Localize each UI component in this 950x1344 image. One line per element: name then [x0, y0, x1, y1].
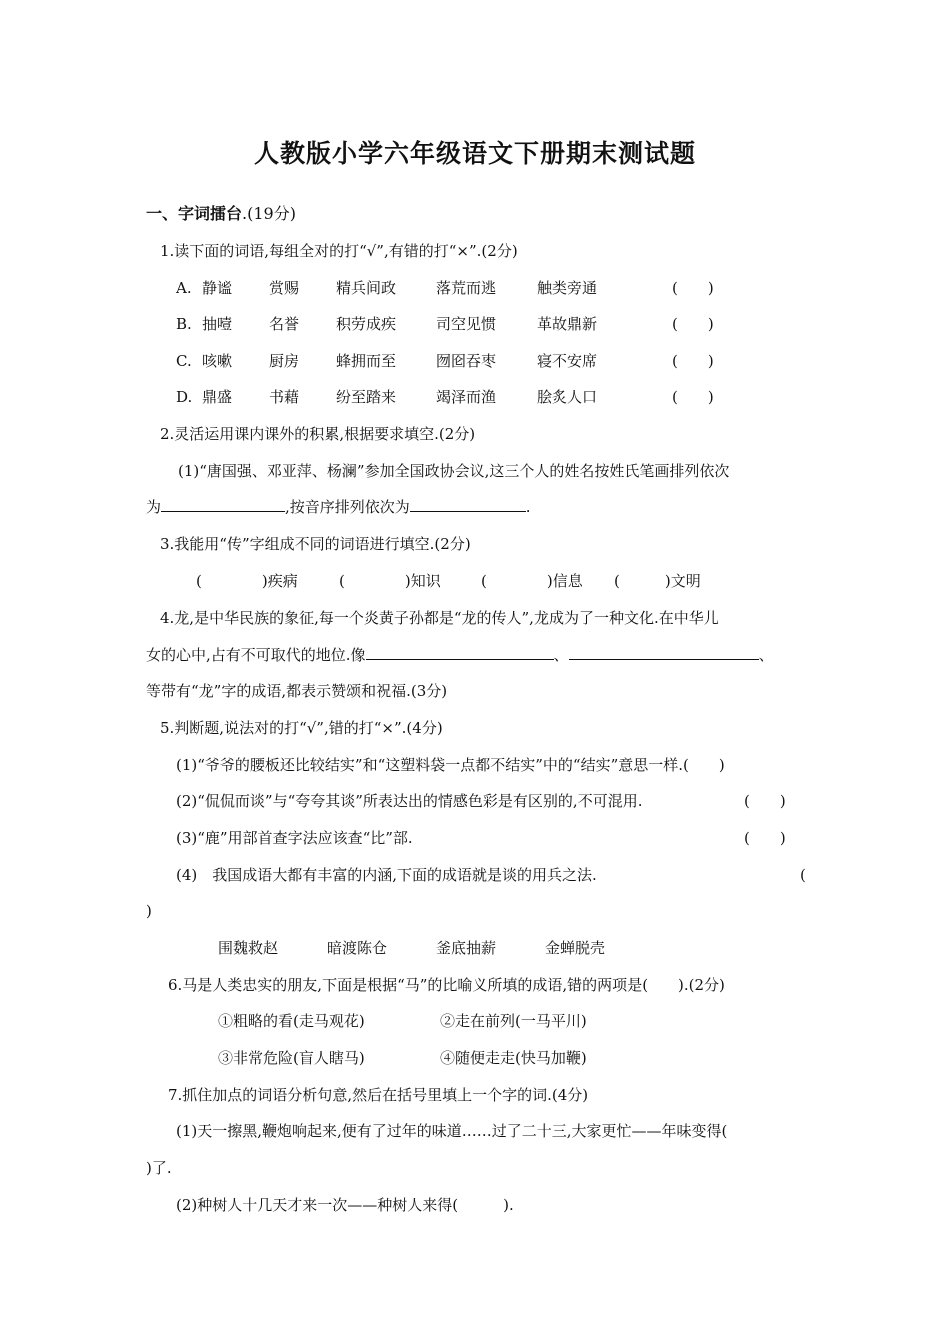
page-title: 人教版小学六年级语文下册期末测试题: [253, 139, 696, 168]
q1-word: 触类旁通: [537, 279, 598, 297]
q7-item1-line2: )了.: [146, 1159, 172, 1177]
q1-word: 蜂拥而至: [336, 352, 397, 370]
q5-idiom: 金蝉脱壳: [545, 939, 606, 957]
q1-word: 脍炙人口: [537, 388, 598, 406]
q1-row-label: A.: [176, 279, 192, 297]
answer-paren: ( ): [744, 829, 786, 847]
answer-paren: ( ): [672, 352, 714, 370]
q3-item: ( )文明: [614, 572, 701, 590]
q3-item: ( )信息: [481, 572, 583, 590]
answer-paren: ( ): [683, 756, 725, 774]
section-heading-text: 一、字词擂台: [146, 204, 243, 223]
answer-paren: (: [800, 866, 806, 884]
q2-line2: [146, 497, 531, 517]
answer-paren: ( ): [744, 792, 786, 810]
q4-line2: [146, 645, 774, 665]
q7-item1-line1: (1)天一擦黑,鞭炮响起来,便有了过年的味道……过了二十三,大家更忙——年味变得(: [176, 1122, 728, 1140]
q3-item: ( )疾病: [196, 572, 298, 590]
q1-word: 革故鼎新: [537, 315, 598, 333]
q5-idiom: 釜底抽薪: [436, 939, 497, 957]
q5-item-text: (2)“侃侃而谈”与“夸夸其谈”所表达出的情感色彩是有区别的,不可混用.: [176, 792, 643, 810]
q1-word: 静谧: [202, 279, 233, 297]
q5-idiom: 围魏救赵: [218, 939, 279, 957]
q1-word: 咳嗽: [202, 352, 233, 370]
q4-text: 女的心中,占有不可取代的地位.像: [146, 646, 366, 664]
q5-idiom: 暗渡陈仓: [327, 939, 388, 957]
q2-line1: (1)“唐国强、邓亚萍、杨澜”参加全国政协会议,这三个人的姓名按姓氏笔画排列依次: [178, 462, 730, 480]
answer-paren: ( ): [672, 388, 714, 406]
q1-row-label: B.: [176, 315, 192, 333]
answer-blank[interactable]: [410, 497, 526, 512]
q5-item-text: (4) 我国成语大都有丰富的内涵,下面的成语就是谈的用兵之法.: [176, 866, 597, 884]
q1-word: 书藉: [269, 388, 300, 406]
answer-paren: ( ): [672, 315, 714, 333]
q1-word: 囫囵吞枣: [436, 352, 497, 370]
q2-stem: 2.灵活运用课内课外的积累,根据要求填空.(2分): [160, 425, 476, 443]
answer-paren-close: ): [146, 902, 152, 920]
q5-item-text: (3)“鹿”用部首查字法应该查“比”部.: [176, 829, 413, 847]
q6-option: ②走在前列(一马平川): [440, 1012, 587, 1030]
q1-word: 赏赐: [269, 279, 300, 297]
q4-sep: 、: [758, 646, 774, 664]
answer-blank[interactable]: [161, 497, 285, 512]
q6-option: ①粗略的看(走马观花): [218, 1012, 365, 1030]
q1-stem: 1.读下面的词语,每组全对的打“√”,有错的打“×”.(2分): [160, 242, 518, 260]
q1-word: 寝不安席: [537, 352, 598, 370]
q6-option: ④随便走走(快马加鞭): [440, 1049, 587, 1067]
answer-blank[interactable]: [366, 645, 554, 660]
q1-word: 积劳成疾: [336, 315, 397, 333]
section-score: .(19分): [242, 204, 296, 223]
q2-text: .: [525, 498, 531, 516]
q2-text: ,按音序排列依次为: [285, 498, 410, 516]
q1-row-label: C.: [176, 352, 192, 370]
q4-line3: 等带有“龙”字的成语,都表示赞颂和祝福.(3分): [146, 682, 448, 700]
q1-word: 鼎盛: [202, 388, 233, 406]
section-heading: [146, 204, 296, 224]
q1-word: 抽噎: [202, 315, 233, 333]
q1-word: 厨房: [269, 352, 300, 370]
q7-stem: 7.抓住加点的词语分析句意,然后在括号里填上一个字的词.(4分): [168, 1086, 589, 1104]
answer-blank[interactable]: [569, 645, 759, 660]
answer-paren: ( ): [672, 279, 714, 297]
q1-word: 落荒而逃: [436, 279, 497, 297]
q4-line1: 4.龙,是中华民族的象征,每一个炎黄子孙都是“龙的传人”,龙成为了一种文化.在中华儿: [160, 609, 719, 627]
q7-item2: (2)种树人十几天才来一次——种树人来得( ).: [176, 1196, 514, 1214]
q1-word: 纷至踏来: [336, 388, 397, 406]
q6-stem: 6.马是人类忠实的朋友,下面是根据“马”的比喻义所填的成语,错的两项是( ).(2分): [168, 976, 725, 994]
q3-item: ( )知识: [339, 572, 441, 590]
q5-stem: 5.判断题,说法对的打“√”,错的打“×”.(4分): [160, 719, 443, 737]
q1-word: 竭泽而渔: [436, 388, 497, 406]
q1-word: 精兵间政: [336, 279, 397, 297]
q3-stem: 3.我能用“传”字组成不同的词语进行填空.(2分): [160, 535, 471, 553]
q1-word: 司空见惯: [436, 315, 497, 333]
q6-option: ③非常危险(盲人瞎马): [218, 1049, 365, 1067]
q1-word: 名誉: [269, 315, 300, 333]
q5-item: [176, 755, 725, 775]
q2-text: 为: [146, 498, 162, 516]
q1-row-label: D.: [176, 388, 193, 406]
q5-item-text: (1)“爷爷的腰板还比较结实”和“这塑料袋一点都不结实”中的“结实”意思一样.: [176, 756, 684, 774]
q4-sep: 、: [553, 646, 569, 664]
